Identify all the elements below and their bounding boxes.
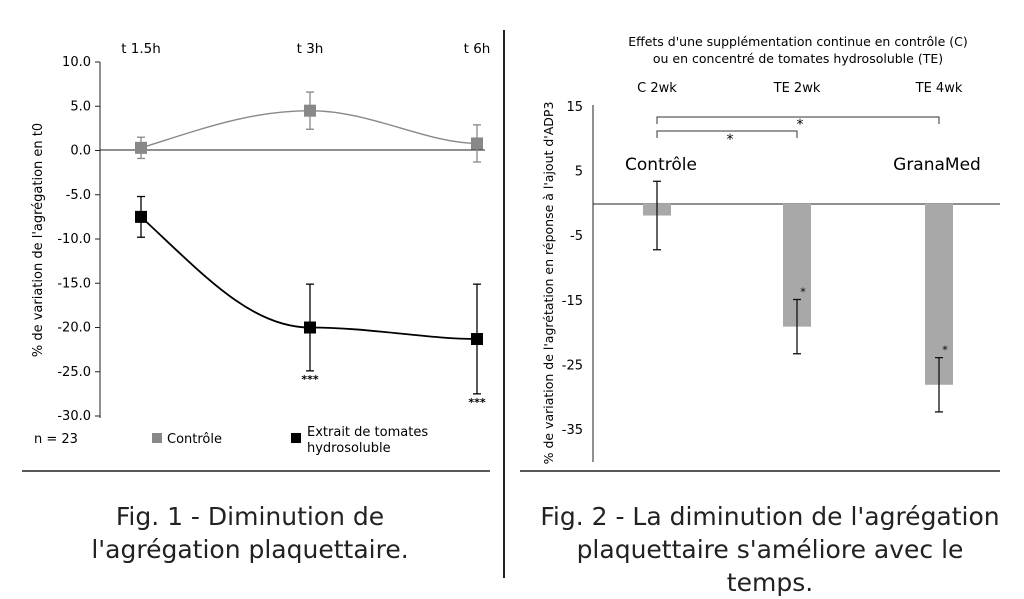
fig1-series-line <box>141 217 477 339</box>
fig2-group-label-granamed: GranaMed <box>893 155 981 175</box>
fig1-n-label: n = 23 <box>34 432 78 447</box>
legend-label-extrait-line-1: Extrait de tomates <box>307 425 429 440</box>
fig2-x-category-label: TE 2wk <box>773 81 821 96</box>
fig2-significance-star: * <box>726 132 734 148</box>
fig1-y-tick-label: -30.0 <box>57 409 91 424</box>
fig2-y-tick-label: -5 <box>570 229 583 245</box>
fig1-y-tick-label: -10.0 <box>57 232 91 247</box>
fig2-title-line-1: Effets d'une supplémentation continue en contrôle (C) <box>628 34 968 49</box>
fig1-caption-line-2: l'agrégation plaquettaire. <box>91 535 409 564</box>
fig2-y-tick-label: -35 <box>561 423 583 438</box>
fig1-caption-line-1: Fig. 1 - Diminution de <box>115 502 385 531</box>
fig1-y-tick-label: 5.0 <box>70 99 91 115</box>
fig1-data-point <box>135 142 147 154</box>
fig1-caption <box>40 500 460 566</box>
legend-label-extrait <box>307 425 428 456</box>
fig1-y-tick-label: 0.0 <box>70 143 91 159</box>
legend-swatch-extrait <box>291 433 301 443</box>
fig1-y-tick-label: -25.0 <box>57 364 91 380</box>
fig1-x-category-label: t 6h <box>463 41 491 57</box>
fig2-title-line-2: ou en concentré de tomates hydrosoluble (TE) <box>652 51 944 66</box>
fig2-bar-significance-mark: * <box>800 285 806 299</box>
fig2-y-tick-label: 5 <box>574 164 583 180</box>
fig2-caption <box>530 500 1010 599</box>
fig2-y-tick-label: 15 <box>566 100 583 115</box>
fig1-y-axis-label: % de variation de l'agrégation en t0 <box>31 122 46 358</box>
fig1-y-tick-label: -5.0 <box>65 187 91 203</box>
fig1-x-category-label: t 1.5h <box>121 41 161 57</box>
fig2-y-axis-label: % de variation de l'agrétation en réponse à l'ajout d'ADP3 <box>541 101 556 465</box>
fig1-data-point <box>471 137 483 149</box>
fig1-x-category-label: t 3h <box>296 41 324 57</box>
fig2-y-tick-label: -25 <box>561 358 583 374</box>
fig2-x-category-label: TE 4wk <box>915 81 963 96</box>
fig2-group-label-controle: Contrôle <box>625 155 697 175</box>
fig1-y-tick-label: 10.0 <box>62 55 91 70</box>
fig1-data-point <box>135 211 147 223</box>
legend-label-controle: Contrôle <box>167 432 222 447</box>
legend-label-extrait-line-2: hydrosoluble <box>307 441 391 456</box>
fig1-y-tick-label: -15.0 <box>57 276 91 292</box>
fig2-caption-line-2: plaquettaire s'améliore avec le temps. <box>576 535 964 597</box>
fig2-caption-line-1: Fig. 2 - La diminution de l'agrégation <box>540 502 1000 531</box>
fig1-significance-mark: *** <box>301 372 319 386</box>
fig1-data-point <box>471 333 483 345</box>
fig2-x-category-label: C 2wk <box>637 81 677 96</box>
fig2-bar-significance-mark: * <box>942 343 948 357</box>
fig2-significance-star: * <box>796 117 804 133</box>
fig1-data-point <box>304 322 316 334</box>
fig1-data-point <box>304 105 316 117</box>
fig2-y-tick-label: -15 <box>561 293 583 309</box>
fig1-y-tick-label: -20.0 <box>57 320 91 336</box>
fig1-significance-mark: *** <box>468 395 486 409</box>
fig1-line-chart <box>31 41 490 456</box>
legend-swatch-controle <box>152 433 162 443</box>
fig2-bar-chart <box>541 34 1000 464</box>
